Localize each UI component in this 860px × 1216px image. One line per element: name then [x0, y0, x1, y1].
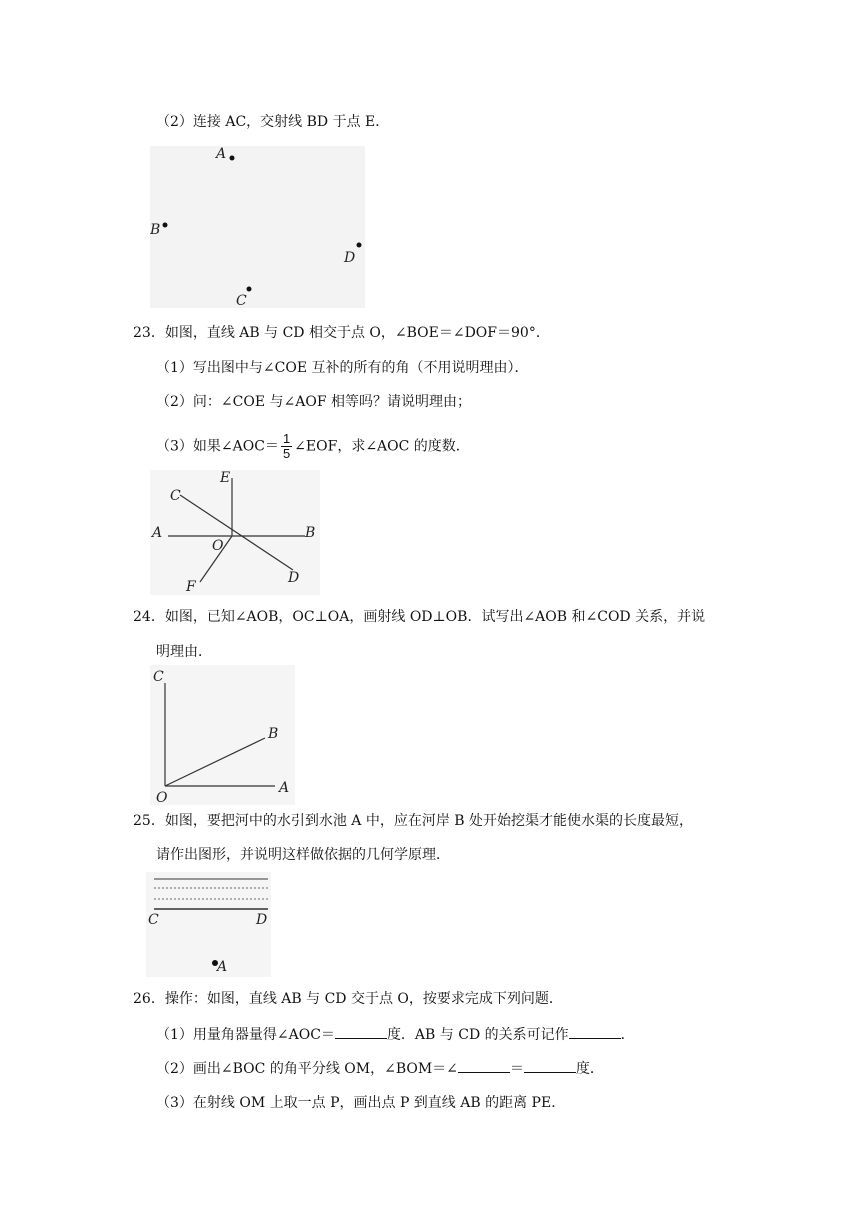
- point-c: [247, 287, 252, 292]
- q24-stem-line2: 明理由．: [156, 644, 212, 660]
- label-c: C: [170, 488, 181, 504]
- label-a: A: [279, 780, 290, 796]
- q22-part2: （2）连接 AC，交射线 BD 于点 E．: [156, 114, 390, 130]
- label-d: D: [256, 912, 268, 928]
- q26-part1-b: 度．AB 与 CD 的关系可记作: [386, 1027, 569, 1043]
- q23-part1: （1）写出图中与∠COE 互补的所有的角（不用说明理由）．: [156, 360, 529, 376]
- answer-blank-relation[interactable]: [569, 1024, 621, 1039]
- label-d: D: [288, 570, 300, 586]
- q25-stem-line1: 25．如图，要把河中的水引到水池 A 中，应在河岸 B 处开始挖渠才能使水渠的长度最短，: [133, 813, 694, 829]
- q23-part3: [156, 432, 470, 461]
- fraction-denominator: 5: [282, 446, 291, 461]
- q23-part3-post: ∠EOF，求∠AOC 的度数．: [294, 438, 470, 455]
- q26-part2-c: 度．: [575, 1061, 604, 1077]
- q26-part2: [156, 1058, 604, 1079]
- q23-stem: 23．如图，直线 AB 与 CD 相交于点 O，∠BOE＝∠DOF＝90°．: [133, 325, 550, 341]
- label-b: B: [268, 726, 279, 742]
- label-b: B: [150, 222, 161, 238]
- fraction-numerator: 1: [282, 431, 291, 446]
- point-d: [357, 243, 362, 248]
- label-o: O: [156, 790, 168, 805]
- label-a: A: [152, 525, 163, 541]
- q26-part1-c: ．: [620, 1027, 635, 1043]
- q25-figure: [146, 872, 271, 977]
- answer-blank-aoc[interactable]: [335, 1024, 387, 1039]
- answer-blank-degrees[interactable]: [524, 1058, 576, 1073]
- label-c: C: [148, 912, 159, 928]
- q25-stem-line2: 请作出图形，并说明这样做依据的几何学原理．: [156, 847, 450, 863]
- q26-stem: 26．操作：如图，直线 AB 与 CD 交于点 O，按要求完成下列问题．: [133, 991, 563, 1007]
- fraction: [281, 432, 292, 461]
- q26-part1: [156, 1024, 635, 1045]
- label-d: D: [344, 250, 356, 266]
- label-c: C: [153, 669, 164, 685]
- q22-figure: [150, 146, 365, 308]
- label-b: B: [305, 525, 316, 541]
- q23-figure: [150, 470, 320, 595]
- q26-part2-b: ＝: [509, 1061, 524, 1077]
- label-a: A: [216, 146, 227, 162]
- q24-figure: [150, 665, 295, 805]
- q26-part3: （3）在射线 OM 上取一点 P，画出点 P 到直线 AB 的距离 PE．: [156, 1095, 566, 1111]
- q26-part1-a: （1）用量角器量得∠AOC＝: [156, 1027, 335, 1043]
- q23-part3-pre: （3）如果∠AOC＝: [156, 438, 279, 455]
- point-a: [230, 156, 235, 161]
- label-c: C: [236, 293, 247, 308]
- point-b: [163, 223, 168, 228]
- label-f: F: [186, 579, 196, 595]
- answer-blank-angle[interactable]: [458, 1058, 510, 1073]
- label-a: A: [217, 959, 228, 975]
- q26-part2-a: （2）画出∠BOC 的角平分线 OM，∠BOM＝∠: [156, 1061, 458, 1077]
- label-o: O: [212, 538, 224, 554]
- q24-stem-line1: 24．如图，已知∠AOB，OC⊥OA，画射线 OD⊥OB．试写出∠AOB 和∠COD 关系，并说: [133, 609, 706, 625]
- label-e: E: [220, 470, 231, 486]
- q23-part2: （2）问：∠COE 与∠AOF 相等吗？请说明理由；: [156, 394, 471, 410]
